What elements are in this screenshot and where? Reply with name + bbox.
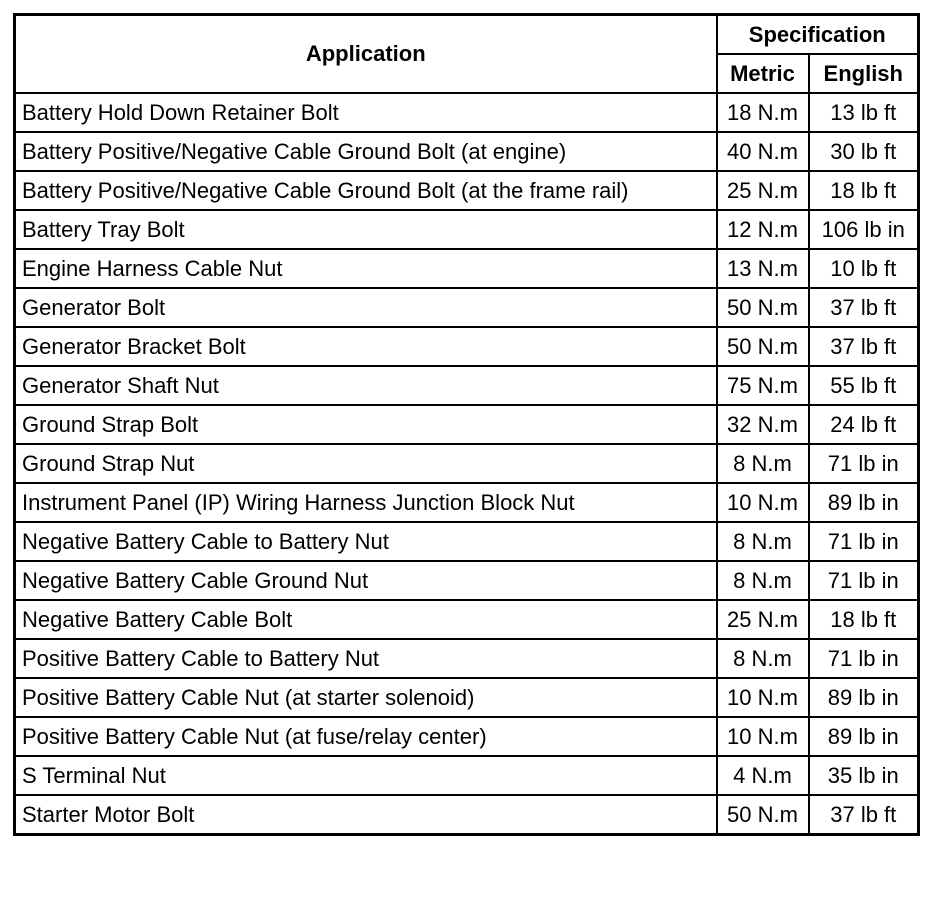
english-cell: 106 lb in (809, 210, 919, 249)
table-row (15, 717, 919, 756)
table-row (15, 210, 919, 249)
metric-cell: 4 N.m (717, 756, 809, 795)
metric-cell: 10 N.m (717, 678, 809, 717)
english-cell: 18 lb ft (809, 171, 919, 210)
metric-cell: 18 N.m (717, 93, 809, 132)
english-cell: 10 lb ft (809, 249, 919, 288)
metric-cell: 8 N.m (717, 444, 809, 483)
english-cell: 55 lb ft (809, 366, 919, 405)
table-row (15, 678, 919, 717)
application-cell: S Terminal Nut (15, 756, 717, 795)
metric-cell: 32 N.m (717, 405, 809, 444)
table-row (15, 600, 919, 639)
application-cell: Positive Battery Cable to Battery Nut (15, 639, 717, 678)
english-cell: 89 lb in (809, 483, 919, 522)
metric-cell: 25 N.m (717, 171, 809, 210)
english-cell: 71 lb in (809, 639, 919, 678)
english-cell: 18 lb ft (809, 600, 919, 639)
metric-cell: 75 N.m (717, 366, 809, 405)
specification-header: Specification (717, 15, 919, 55)
english-cell: 71 lb in (809, 444, 919, 483)
metric-cell: 13 N.m (717, 249, 809, 288)
english-cell: 71 lb in (809, 561, 919, 600)
english-cell: 89 lb in (809, 717, 919, 756)
metric-cell: 50 N.m (717, 795, 809, 835)
english-cell: 89 lb in (809, 678, 919, 717)
english-cell: 37 lb ft (809, 327, 919, 366)
metric-cell: 50 N.m (717, 288, 809, 327)
table-row (15, 132, 919, 171)
application-header: Application (15, 15, 717, 94)
fastener-torque-table (13, 13, 920, 836)
english-cell: 35 lb in (809, 756, 919, 795)
application-cell: Battery Positive/Negative Cable Ground Bolt (at engine) (15, 132, 717, 171)
metric-cell: 10 N.m (717, 483, 809, 522)
application-cell: Positive Battery Cable Nut (at starter solenoid) (15, 678, 717, 717)
table-row (15, 756, 919, 795)
application-cell: Battery Tray Bolt (15, 210, 717, 249)
table-body (15, 93, 919, 835)
table-row (15, 93, 919, 132)
application-cell: Starter Motor Bolt (15, 795, 717, 835)
application-cell: Ground Strap Bolt (15, 405, 717, 444)
application-cell: Ground Strap Nut (15, 444, 717, 483)
english-cell: 13 lb ft (809, 93, 919, 132)
application-cell: Negative Battery Cable to Battery Nut (15, 522, 717, 561)
table-row (15, 366, 919, 405)
application-cell: Generator Bracket Bolt (15, 327, 717, 366)
english-cell: 71 lb in (809, 522, 919, 561)
application-cell: Negative Battery Cable Ground Nut (15, 561, 717, 600)
header-row-top (15, 15, 919, 55)
english-header: English (809, 54, 919, 93)
application-cell: Generator Shaft Nut (15, 366, 717, 405)
metric-cell: 50 N.m (717, 327, 809, 366)
table-row (15, 288, 919, 327)
english-cell: 37 lb ft (809, 795, 919, 835)
metric-cell: 10 N.m (717, 717, 809, 756)
application-cell: Battery Hold Down Retainer Bolt (15, 93, 717, 132)
english-cell: 30 lb ft (809, 132, 919, 171)
metric-cell: 8 N.m (717, 522, 809, 561)
table-row (15, 249, 919, 288)
application-cell: Positive Battery Cable Nut (at fuse/relay center) (15, 717, 717, 756)
table-row (15, 483, 919, 522)
metric-cell: 8 N.m (717, 561, 809, 600)
table-row (15, 171, 919, 210)
metric-cell: 8 N.m (717, 639, 809, 678)
metric-cell: 25 N.m (717, 600, 809, 639)
english-cell: 24 lb ft (809, 405, 919, 444)
application-cell: Instrument Panel (IP) Wiring Harness Junction Block Nut (15, 483, 717, 522)
metric-header: Metric (717, 54, 809, 93)
metric-cell: 40 N.m (717, 132, 809, 171)
english-cell: 37 lb ft (809, 288, 919, 327)
table-row (15, 639, 919, 678)
table-header (15, 15, 919, 94)
application-cell: Negative Battery Cable Bolt (15, 600, 717, 639)
table-row (15, 444, 919, 483)
table-row (15, 405, 919, 444)
metric-cell: 12 N.m (717, 210, 809, 249)
table-row (15, 327, 919, 366)
table-row (15, 795, 919, 835)
table-row (15, 561, 919, 600)
table-row (15, 522, 919, 561)
application-cell: Battery Positive/Negative Cable Ground Bolt (at the frame rail) (15, 171, 717, 210)
application-cell: Generator Bolt (15, 288, 717, 327)
application-cell: Engine Harness Cable Nut (15, 249, 717, 288)
